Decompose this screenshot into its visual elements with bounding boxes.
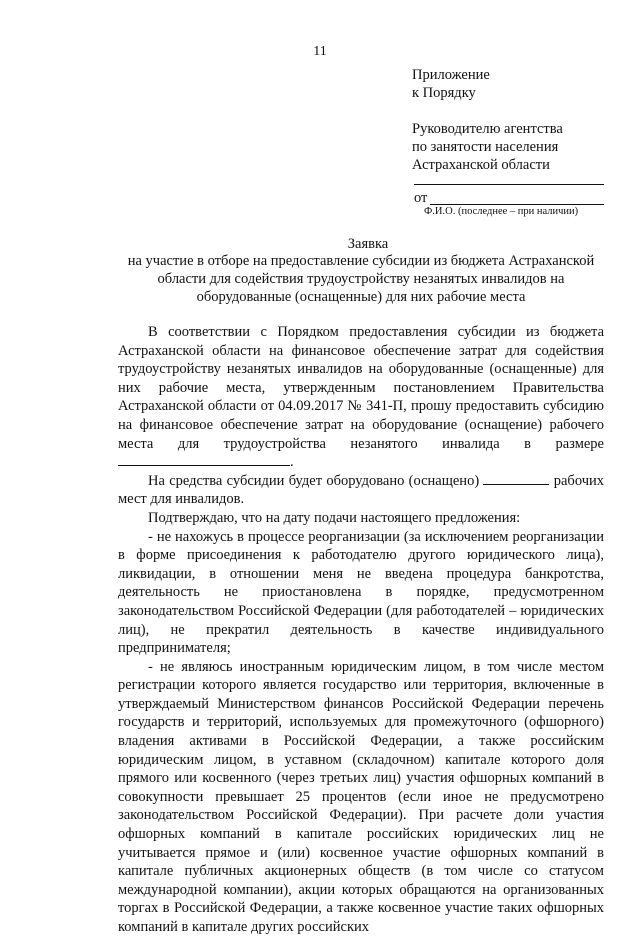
- from-blank-line: [430, 204, 604, 205]
- paragraph-4: - не нахожусь в процессе реорганизации (за исключением реорганизации в форме присоединения к работодателю другого юридического лица), ликвидации, в отношении меня не введена процедура банкротства, деятельность не приостановлена в порядке, предусмотренном законодательством Российской Федерации (для работодателей – юридических лиц), не прекратил деятельность в качестве индивидуального предпринимателя;: [118, 528, 604, 657]
- amount-blank: [118, 453, 290, 466]
- addressee-blank-line: [414, 184, 604, 185]
- addressee-line-3: Астраханской области: [412, 157, 550, 173]
- workplaces-blank: [483, 472, 549, 485]
- addressee-line-1: Руководителю агентства: [412, 121, 563, 137]
- paragraph-3: Подтверждаю, что на дату подачи настоящего предложения:: [148, 509, 521, 526]
- document-subtitle: на участие в отборе на предоставление субсидии из бюджета Астраханской области для содействия трудоустройству незанятых инвалидов на оборудованные (оснащенные) для них рабочие места: [127, 253, 595, 305]
- addressee-block: [412, 120, 563, 174]
- appendix-note: [412, 66, 490, 102]
- document-title: Заявка: [347, 236, 389, 252]
- fio-caption: Ф.И.О. (последнее – при наличии): [424, 206, 579, 217]
- from-label: от: [414, 190, 428, 206]
- paragraph-2: На средства субсидии будет оборудовано (оснащено) рабочих мест для инвалидов.: [118, 472, 604, 508]
- appendix-line-2: к Порядку: [412, 85, 476, 101]
- body-text: [118, 323, 604, 937]
- paragraph-5: - не являюсь иностранным юридическим лицом, в том числе местом регистрации которого является государство или территория, включенные в утверждаемый Министерством финансов Российской Федерации перечень государств и территорий, используемых для промежуточного (офшорного) владения активами в Российской Федерации, а также российским юридическим лицом, в уставном (складочном) капитале которого доля прямого или косвенного (через третьих лиц) участия офшорных компаний в совокупности превышает 25 процентов (если иное не предусмотрено законодательством Российской Федерации). При расчете доли участия офшорных компаний в капитале российских юридических лиц не учитывается прямое и (или) косвенное участие офшорных компаний в капитале публичных акционерных обществ (в том числе со статусом международной компании), акции которых обращаются на организованных торгах в Российской Федерации, а также косвенное участие таких офшорных компаний в капитале других российских: [118, 658, 604, 935]
- addressee-line-2: по занятости населения: [412, 139, 559, 155]
- appendix-line-1: Приложение: [412, 67, 490, 83]
- page-number: 11: [313, 44, 327, 59]
- paragraph-1: В соответствии с Порядком предоставления субсидии из бюджета Астраханской области на финансовое обеспечение затрат для содействия трудоустройству незанятых инвалидов на оборудованные (оснащенные) для них рабочие места, утвержденным постановлением Правительства Астраханской области от 04.09.2017 № 341-П, прошу предоставить субсидию на финансовое обеспечение затрат на оборудование (оснащение) рабочего места для трудоустройства незанятого инвалида в размере .: [118, 324, 604, 471]
